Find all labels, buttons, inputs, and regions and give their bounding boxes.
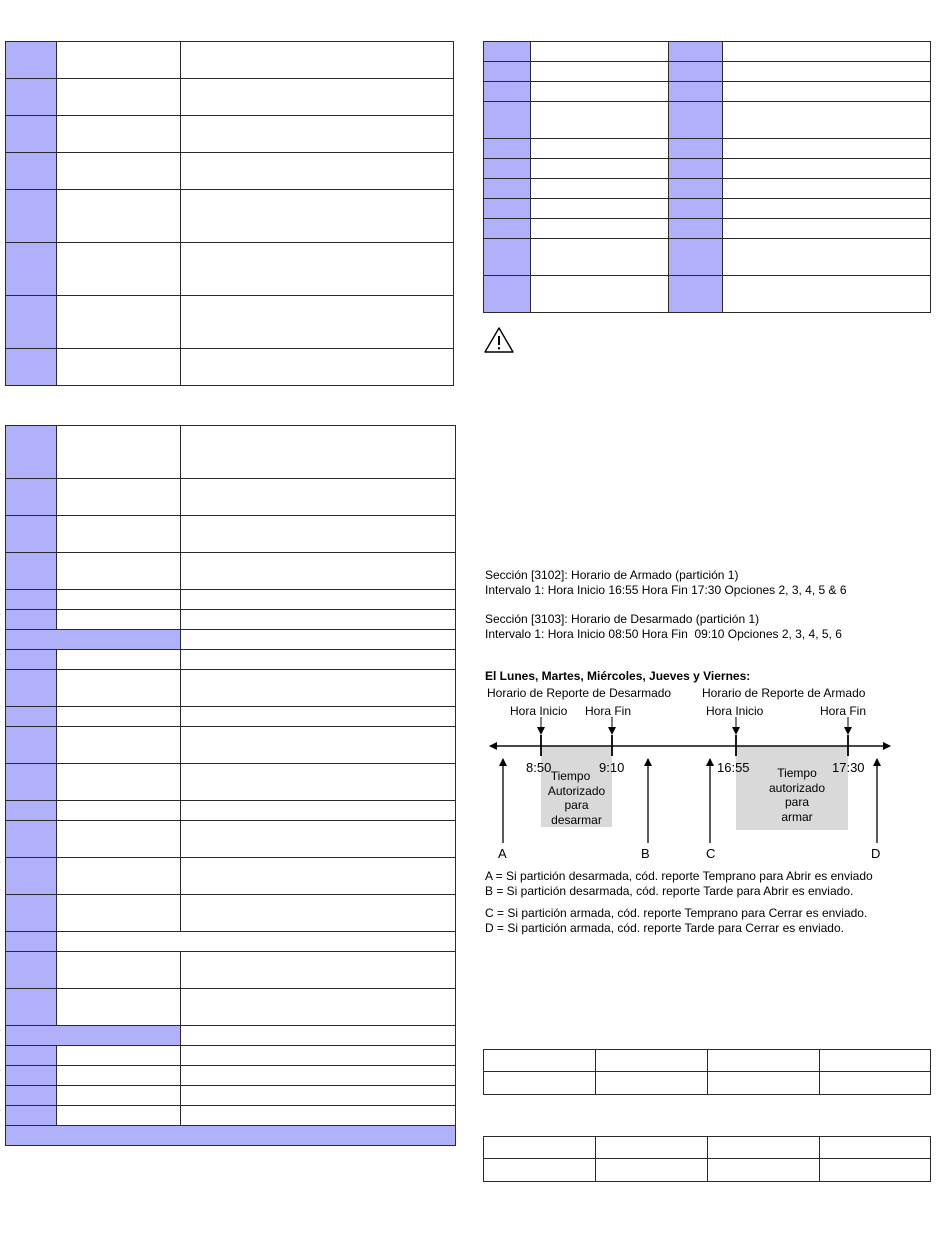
arm-box-line: autorizado: [768, 780, 826, 795]
table-row: [6, 1106, 456, 1126]
table-row: [6, 243, 454, 296]
disarm-end-label: Hora Fin: [585, 704, 632, 718]
table-row: [484, 276, 931, 313]
table-bottom-left: [5, 425, 456, 1146]
table-row: [484, 1159, 931, 1182]
table-row: [484, 139, 931, 159]
legend-b: B = Si partición desarmada, cód. reporte Tarde para Abrir es enviado.: [485, 884, 854, 898]
legend-d: D = Si partición armada, cód. reporte Tarde para Cerrar es enviado.: [485, 921, 844, 935]
warning-triangle-icon: [482, 325, 516, 355]
arm-section-line: Sección [3102]: Horario de Armado (partición 1): [485, 568, 739, 582]
table-row: [6, 553, 456, 590]
table-row: [6, 858, 456, 895]
table-row: [6, 426, 456, 479]
time-1730: 17:30: [832, 760, 865, 775]
table-row: [6, 895, 456, 932]
time-0910: 9:10: [599, 760, 625, 775]
table-row: [6, 630, 456, 650]
table-row: [484, 1072, 931, 1095]
table-row: [6, 801, 456, 821]
table-row: [484, 219, 931, 239]
table-row: [484, 239, 931, 276]
legend-c: C = Si partición armada, cód. reporte Temprano para Cerrar es enviado.: [485, 906, 868, 920]
arm-end-label: Hora Fin: [820, 704, 867, 718]
table-row: [484, 199, 931, 219]
table-small-1: [483, 1049, 931, 1095]
table-row: [484, 1137, 931, 1159]
table-row: [6, 153, 454, 190]
disarm-box-line: para: [564, 798, 589, 812]
arm-box-line: Tiempo: [777, 766, 817, 780]
table-row: [6, 952, 456, 989]
table-top-right: [483, 41, 931, 313]
table-row: [6, 989, 456, 1026]
table-row: [6, 349, 454, 386]
table-row: [6, 79, 454, 116]
arm-box-text: [736, 766, 858, 824]
table-row: [6, 479, 456, 516]
table-row: [484, 179, 931, 199]
table-row: [6, 1126, 456, 1146]
table-row: [484, 82, 931, 102]
disarm-report-label: Horario de Reporte de Desarmado: [487, 686, 672, 700]
table-row: [6, 296, 454, 349]
marker-b: B: [641, 846, 650, 861]
table-row: [6, 42, 454, 79]
table-row: [6, 670, 456, 707]
table-row: [6, 610, 456, 630]
table-row: [484, 42, 931, 62]
table-row: [6, 1086, 456, 1106]
disarm-box-line: Autorizado: [547, 783, 606, 798]
table-row: [6, 590, 456, 610]
table-top-left: [5, 41, 454, 386]
disarm-start-label: Hora Inicio: [510, 704, 568, 718]
table-row: [6, 1026, 456, 1046]
table-row: [6, 707, 456, 727]
table-row: [6, 516, 456, 553]
table-row: [6, 727, 456, 764]
table-row: [6, 116, 454, 153]
disarm-interval-line: Intervalo 1: Hora Inicio 08:50 Hora Fin 09:10 Opciones 2, 3, 4, 5, 6: [485, 627, 842, 641]
table-row: [6, 650, 456, 670]
marker-a: A: [498, 846, 507, 861]
arm-box-line: armar: [781, 809, 813, 824]
days-heading: El Lunes, Martes, Miércoles, Jueves y Viernes:: [485, 669, 751, 683]
legend-a: A = Si partición desarmada, cód. reporte Temprano para Abrir es enviado: [485, 869, 873, 883]
table-row: [484, 1050, 931, 1072]
table-row: [6, 821, 456, 858]
time-0850: 8:50: [526, 760, 552, 775]
disarm-box-line: desarmar: [551, 812, 602, 827]
disarm-section-line: Sección [3103]: Horario de Desarmado (partición 1): [485, 612, 760, 626]
table-row: [484, 102, 931, 139]
disarm-box-line: Tiempo: [550, 769, 591, 783]
table-row: [484, 159, 931, 179]
marker-c: C: [706, 846, 716, 861]
table-row: [6, 764, 456, 801]
table-row: [6, 190, 454, 243]
table-row: [6, 932, 456, 952]
table-row: [6, 1046, 456, 1066]
arm-interval-line: Intervalo 1: Hora Inicio 16:55 Hora Fin 17:30 Opciones 2, 3, 4, 5 & 6: [485, 583, 847, 597]
table-row: [484, 62, 931, 82]
marker-d: D: [871, 846, 881, 861]
arm-report-label: Horario de Reporte de Armado: [702, 686, 866, 700]
time-1655: 16:55: [717, 760, 750, 775]
arm-box-line: para: [784, 795, 810, 809]
table-row: [6, 1066, 456, 1086]
arm-start-label: Hora Inicio: [706, 704, 764, 718]
disarm-box-text: [541, 769, 612, 827]
table-small-2: [483, 1136, 931, 1182]
